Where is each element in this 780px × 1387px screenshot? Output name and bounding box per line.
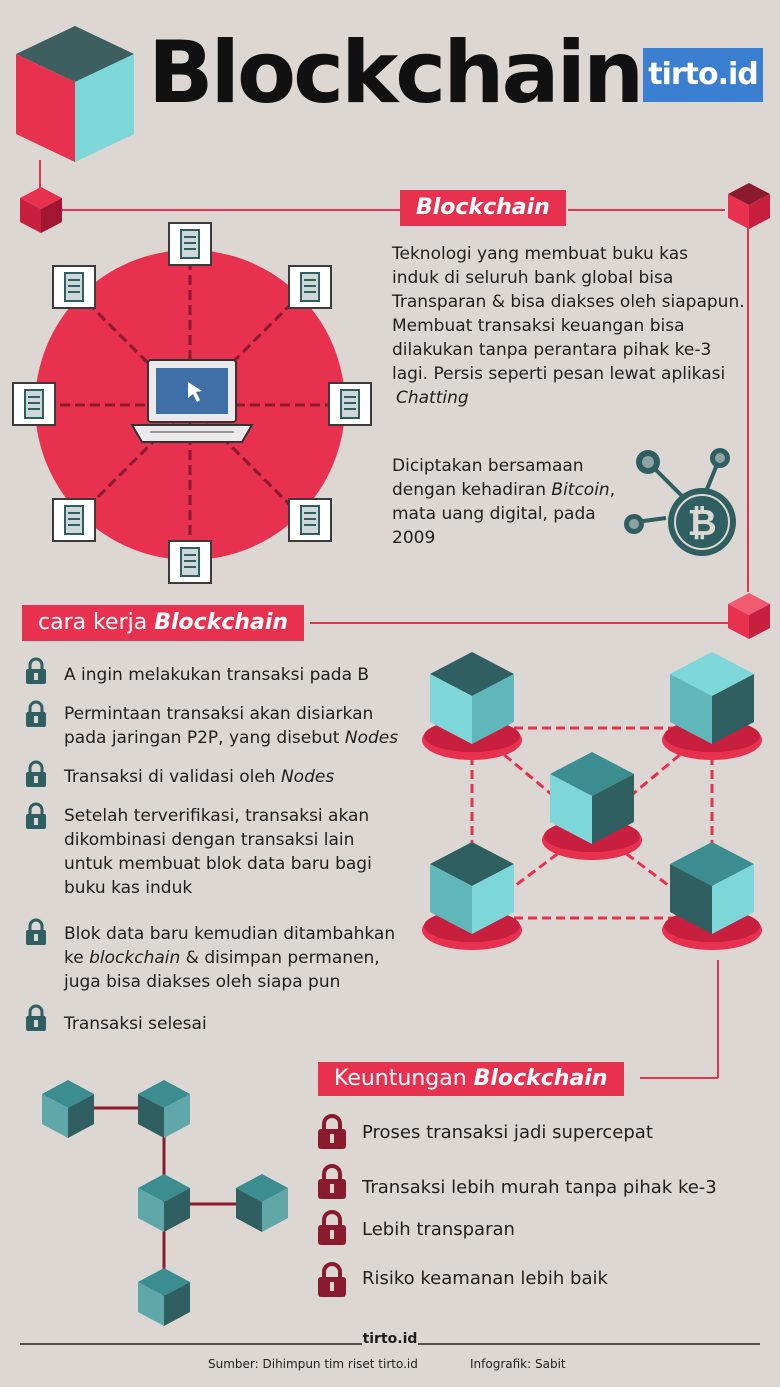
server-icon: [328, 382, 372, 426]
step-item: Blok data baru kemudian ditambahkan ke blockchain & disimpan permanen, juga bisa diakses oleh siapa pun: [64, 924, 396, 992]
lock-icon: [316, 1262, 348, 1298]
svg-text:₿: ₿: [687, 503, 717, 544]
footer-credit: Infografik: Sabit: [470, 1357, 566, 1371]
lock-icon: [316, 1210, 348, 1246]
footer-source: Sumber: Dihimpun tim riset tirto.id: [208, 1357, 418, 1371]
lock-icon: [24, 657, 48, 685]
brand-logo[interactable]: tirto.id: [643, 48, 763, 102]
server-icon: [168, 540, 212, 584]
step-item: Permintaan transaksi akan disiarkan pada jaringan P2P, yang disebut Nodes: [64, 704, 399, 748]
benefit-item: Lebih transparan: [362, 1219, 515, 1240]
benefit-item: Transaksi lebih murah tanpa pihak ke-3: [362, 1177, 717, 1198]
lock-icon: [24, 918, 48, 946]
bitcoin-icon: [620, 444, 740, 560]
section-label-blockchain: Blockchain: [400, 190, 566, 226]
section-label-benefits: Keuntungan Blockchain: [318, 1062, 624, 1096]
server-icon: [12, 382, 56, 426]
lock-icon: [316, 1114, 348, 1150]
section-label-how-it-works: cara kerja Blockchain: [22, 605, 304, 641]
server-icon: [168, 222, 212, 266]
lock-icon: [24, 700, 48, 728]
connector-cube-icon: [726, 182, 772, 230]
lock-icon: [316, 1164, 348, 1200]
server-icon: [288, 265, 332, 309]
connector-cube-icon: [726, 592, 772, 640]
benefit-item: Risiko keamanan lebih baik: [362, 1268, 608, 1289]
page-title: Blockchain: [148, 23, 642, 123]
server-icon: [288, 498, 332, 542]
server-icon: [52, 265, 96, 309]
blockchain-description: Teknologi yang membuat buku kas induk di seluruh bank global bisa Transparan & bisa diakses oleh siapapun. Membuat transaksi keuangan bisa dilakukan tanpa perantara pihak ke-3 lagi. Persis seperti pesan lewat aplikasi Chatting: [392, 244, 745, 408]
cube-network-illustration: [412, 648, 772, 988]
footer-brand[interactable]: tirto.id: [362, 1331, 418, 1347]
server-icon: [52, 498, 96, 542]
laptop-icon: [132, 360, 252, 442]
step-item: Setelah terverifikasi, transaksi akan dikombinasi dengan transaksi lain untuk membuat blok data baru bagi buku kas induk: [64, 806, 372, 898]
benefit-item: Proses transaksi jadi supercepat: [362, 1122, 653, 1143]
bitcoin-created-text: Diciptakan bersamaan dengan kehadiran Bitcoin, mata uang digital, pada 2009: [392, 456, 616, 548]
lock-icon: [24, 802, 48, 830]
step-item: A ingin melakukan transaksi pada B: [64, 665, 370, 685]
lock-icon: [24, 760, 48, 788]
step-item: Transaksi di validasi oleh Nodes: [64, 767, 335, 787]
lock-icon: [24, 1004, 48, 1032]
cube-tree-illustration: [30, 1076, 300, 1336]
step-item: Transaksi selesai: [64, 1014, 207, 1034]
